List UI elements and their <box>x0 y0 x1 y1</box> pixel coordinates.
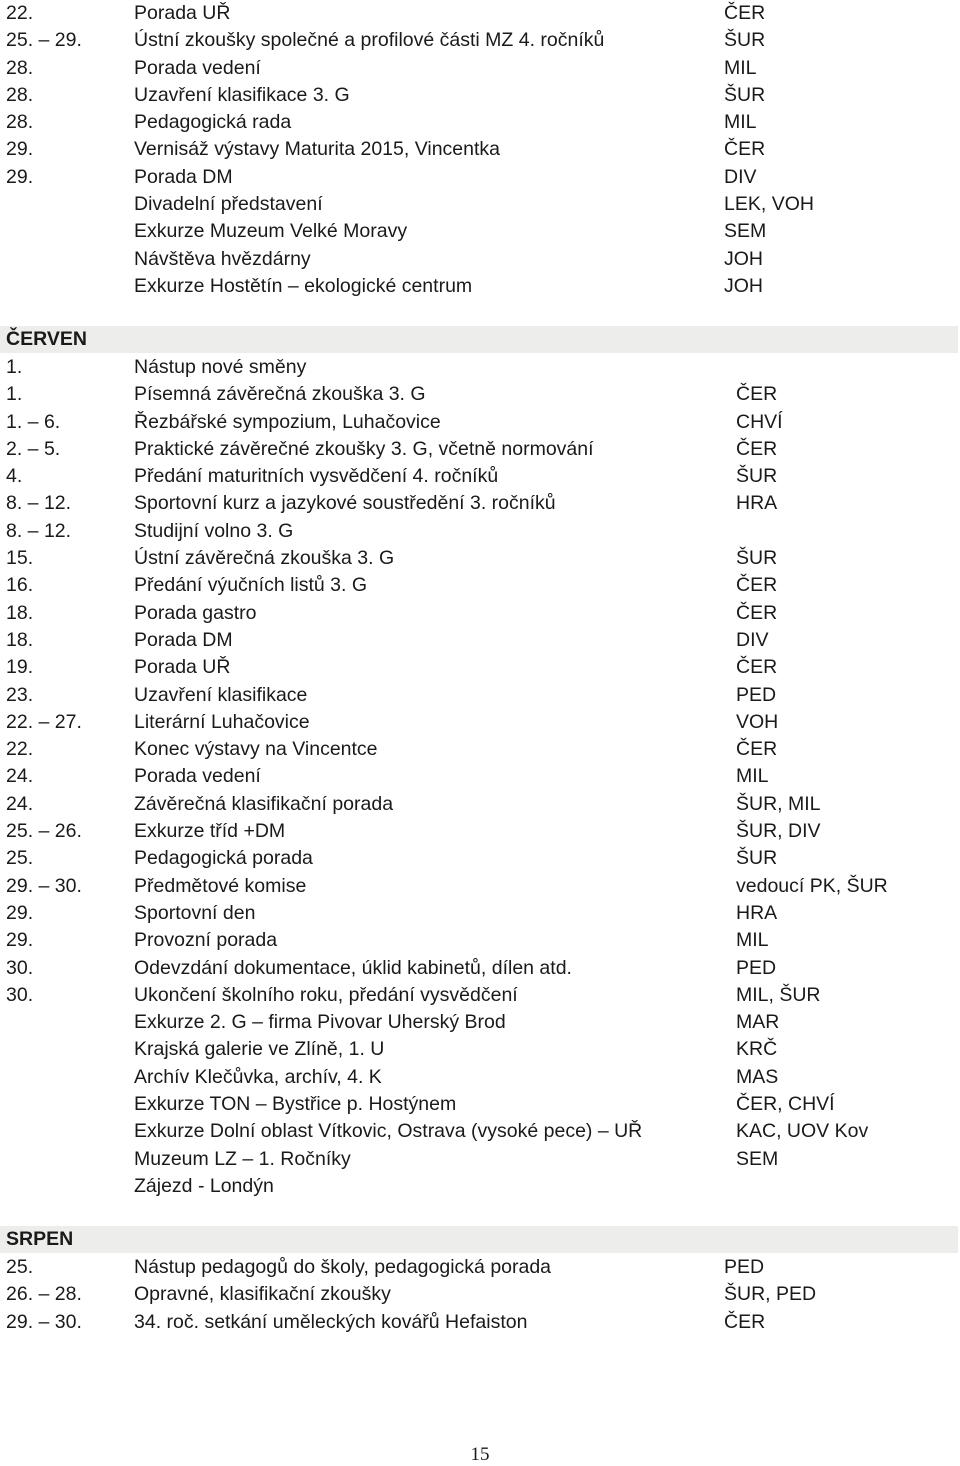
row-event: Exkurze Dolní oblast Vítkovic, Ostrava (vysoké pece) – UŘ <box>134 1120 643 1143</box>
row-event: Pedagogická rada <box>134 111 292 134</box>
row-responsible: MAS <box>736 1065 779 1088</box>
row-responsible: MAR <box>736 1011 780 1034</box>
row-date: 1. – 6. <box>6 410 61 433</box>
schedule-row <box>0 818 960 845</box>
row-date: 29. <box>6 901 34 924</box>
row-responsible: KAC, UOV Kov <box>736 1120 869 1143</box>
row-responsible: vedoucí PK, ŠUR <box>736 874 888 897</box>
schedule-row <box>0 27 960 54</box>
row-responsible: DIV <box>724 165 757 188</box>
schedule-row <box>0 1118 960 1145</box>
row-event: Exkurze Hostětín – ekologické centrum <box>134 274 473 297</box>
row-responsible: PED <box>724 1256 765 1278</box>
row-event: Uzavření klasifikace <box>134 683 308 706</box>
row-date: 26. – 28. <box>6 1283 82 1306</box>
row-responsible: LEK, VOH <box>724 193 814 216</box>
schedule-row <box>0 982 960 1009</box>
row-event: Odevzdání dokumentace, úklid kabinetů, dílen atd. <box>134 956 572 979</box>
row-event: 34. roč. setkání uměleckých kovářů Hefaiston <box>134 1310 528 1333</box>
row-date: 18. <box>6 601 34 624</box>
row-event: Muzeum LZ – 1. Ročníky <box>134 1147 351 1170</box>
schedule-row <box>0 109 960 136</box>
row-date: 8. – 12. <box>6 492 72 515</box>
srpen-section <box>0 1254 960 1336</box>
schedule-row <box>0 1009 960 1036</box>
row-date: 19. <box>6 656 34 679</box>
row-event: Porada vedení <box>134 56 261 79</box>
row-responsible: KRČ <box>736 1038 778 1061</box>
row-event: Nástup pedagogů do školy, pedagogická porada <box>134 1256 552 1278</box>
schedule-row <box>0 627 960 654</box>
row-responsible: MIL <box>724 56 757 79</box>
row-event: Porada DM <box>134 165 233 188</box>
schedule-row <box>0 900 960 927</box>
month-header-cerven: ČERVEN <box>0 326 958 353</box>
schedule-row <box>0 927 960 954</box>
month-header-srpen: SRPEN <box>0 1226 958 1253</box>
row-date: 8. – 12. <box>6 519 72 542</box>
row-responsible: ČER <box>736 574 778 597</box>
schedule-row <box>0 1281 960 1308</box>
row-date: 29. <box>6 165 34 188</box>
row-event: Porada vedení <box>134 765 261 788</box>
schedule-row <box>0 218 960 245</box>
schedule-row <box>0 82 960 109</box>
row-responsible: DIV <box>736 628 769 651</box>
row-event: Ukončení školního roku, předání vysvědčení <box>134 983 518 1006</box>
row-date: 30. <box>6 983 34 1006</box>
row-responsible: SEM <box>724 220 767 243</box>
row-event: Archív Klečůvka, archív, 4. K <box>134 1065 382 1088</box>
schedule-row <box>0 654 960 681</box>
row-responsible: ŠUR, DIV <box>736 820 821 843</box>
row-date: 29. – 30. <box>6 1310 82 1333</box>
row-date: 29. – 30. <box>6 874 82 897</box>
row-responsible: ŠUR <box>736 847 778 870</box>
row-event: Ústní závěrečná zkouška 3. G <box>134 547 395 570</box>
row-date: 23. <box>6 683 34 706</box>
row-event: Porada UŘ <box>134 656 231 679</box>
row-date: 29. <box>6 929 34 952</box>
schedule-row <box>0 845 960 872</box>
row-responsible: ČER <box>736 738 778 761</box>
row-responsible: JOH <box>724 274 763 297</box>
row-event: Porada gastro <box>134 601 257 624</box>
row-event: Sportovní kurz a jazykové soustředění 3. ročníků <box>134 492 556 515</box>
page-number: 15 <box>470 1444 490 1465</box>
row-date: 15. <box>6 547 34 570</box>
row-responsible: ŠUR, MIL <box>736 792 821 815</box>
schedule-row <box>0 955 960 982</box>
row-event: Zájezd - Londýn <box>134 1174 274 1197</box>
row-event: Konec výstavy na Vincentce <box>134 738 378 761</box>
row-responsible: MIL <box>724 111 757 134</box>
schedule-row <box>0 518 960 545</box>
schedule-row <box>0 873 960 900</box>
row-date: 25. <box>6 847 34 870</box>
schedule-row <box>0 436 960 463</box>
row-event: Sportovní den <box>134 901 256 924</box>
row-event: Ústní zkoušky společné a profilové části MZ 4. ročníků <box>134 29 605 52</box>
schedule-row <box>0 55 960 82</box>
row-responsible: ČER <box>736 601 778 624</box>
row-responsible: ČER <box>724 2 766 24</box>
row-event: Exkurze Muzeum Velké Moravy <box>134 220 408 243</box>
schedule-row <box>0 1254 960 1281</box>
row-event: Studijní volno 3. G <box>134 519 294 542</box>
row-date: 28. <box>6 111 34 134</box>
row-date: 2. – 5. <box>6 437 61 460</box>
row-responsible: PED <box>736 956 777 979</box>
row-date: 24. <box>6 792 34 815</box>
row-responsible: ŠUR <box>724 29 766 52</box>
schedule-row <box>0 791 960 818</box>
schedule-row <box>0 381 960 408</box>
row-event: Předání maturitních vysvědčení 4. ročníků <box>134 465 499 488</box>
schedule-row <box>0 136 960 163</box>
row-event: Předmětové komise <box>134 874 307 897</box>
schedule-row <box>0 1146 960 1173</box>
row-date: 29. <box>6 138 34 161</box>
schedule-row <box>0 545 960 572</box>
row-date: 22. <box>6 738 34 761</box>
schedule-row <box>0 490 960 517</box>
schedule-row <box>0 736 960 763</box>
schedule-row <box>0 0 960 27</box>
row-date: 25. <box>6 1256 34 1278</box>
row-event: Pedagogická porada <box>134 847 313 870</box>
row-responsible: ČER <box>736 383 778 406</box>
row-date: 30. <box>6 956 34 979</box>
schedule-row <box>0 246 960 273</box>
row-event: Provozní porada <box>134 929 278 952</box>
row-responsible: ČER <box>736 656 778 679</box>
row-responsible: MIL, ŠUR <box>736 983 821 1006</box>
row-date: 1. <box>6 383 23 406</box>
row-responsible: ČER <box>736 437 778 460</box>
row-event: Porada UŘ <box>134 2 231 24</box>
row-event: Návštěva hvězdárny <box>134 247 311 270</box>
row-event: Písemná závěrečná zkouška 3. G <box>134 383 426 406</box>
row-responsible: ŠUR <box>736 547 778 570</box>
schedule-row <box>0 709 960 736</box>
schedule-row <box>0 463 960 490</box>
row-event: Předání výučních listů 3. G <box>134 574 368 597</box>
row-event: Praktické závěrečné zkoušky 3. G, včetně normování <box>134 437 594 460</box>
row-responsible: ŠUR <box>724 83 766 106</box>
schedule-row <box>0 409 960 436</box>
row-date: 22. <box>6 2 34 24</box>
row-responsible: ŠUR, PED <box>724 1283 817 1306</box>
row-date: 16. <box>6 574 34 597</box>
may-tail-section <box>0 0 960 300</box>
row-responsible: ČER <box>724 1310 766 1333</box>
row-event: Porada DM <box>134 628 233 651</box>
row-event: Vernisáž výstavy Maturita 2015, Vincentka <box>134 138 500 161</box>
row-event: Opravné, klasifikační zkoušky <box>134 1283 391 1306</box>
schedule-row <box>0 1036 960 1063</box>
row-event: Literární Luhačovice <box>134 710 310 733</box>
schedule-row <box>0 1309 960 1336</box>
row-event: Exkurze tříd +DM <box>134 820 286 843</box>
schedule-row <box>0 763 960 790</box>
row-responsible: ČER, CHVÍ <box>736 1093 835 1116</box>
row-responsible: CHVÍ <box>736 410 783 433</box>
row-event: Exkurze TON – Bystřice p. Hostýnem <box>134 1093 457 1116</box>
row-event: Nástup nové směny <box>134 356 307 378</box>
row-event: Závěrečná klasifikační porada <box>134 792 394 815</box>
schedule-row <box>0 682 960 709</box>
row-responsible: ŠUR <box>736 465 778 488</box>
row-responsible: MIL <box>736 765 769 788</box>
cerven-section <box>0 354 960 1200</box>
schedule-row <box>0 164 960 191</box>
row-event: Řezbářské sympozium, Luhačovice <box>134 410 441 433</box>
row-date: 28. <box>6 83 34 106</box>
row-date: 4. <box>6 465 23 488</box>
row-event: Exkurze 2. G – firma Pivovar Uherský Brod <box>134 1011 506 1034</box>
schedule-row <box>0 191 960 218</box>
row-date: 24. <box>6 765 34 788</box>
row-event: Krajská galerie ve Zlíně, 1. U <box>134 1038 385 1061</box>
row-responsible: HRA <box>736 492 778 515</box>
row-event: Divadelní představení <box>134 193 323 216</box>
row-date: 22. – 27. <box>6 710 82 733</box>
schedule-row <box>0 600 960 627</box>
row-date: 25. – 29. <box>6 29 82 52</box>
schedule-row <box>0 273 960 300</box>
row-date: 1. <box>6 356 23 378</box>
row-event: Uzavření klasifikace 3. G <box>134 83 350 106</box>
row-responsible: HRA <box>736 901 778 924</box>
row-responsible: PED <box>736 683 777 706</box>
row-responsible: ČER <box>724 138 766 161</box>
row-responsible: MIL <box>736 929 769 952</box>
row-date: 28. <box>6 56 34 79</box>
row-responsible: VOH <box>736 710 779 733</box>
row-responsible: JOH <box>724 247 763 270</box>
schedule-row <box>0 1091 960 1118</box>
schedule-row <box>0 572 960 599</box>
schedule-row <box>0 1064 960 1091</box>
row-date: 25. – 26. <box>6 820 82 843</box>
row-responsible: SEM <box>736 1147 779 1170</box>
row-date: 18. <box>6 628 34 651</box>
schedule-row <box>0 354 960 381</box>
schedule-row <box>0 1173 960 1200</box>
